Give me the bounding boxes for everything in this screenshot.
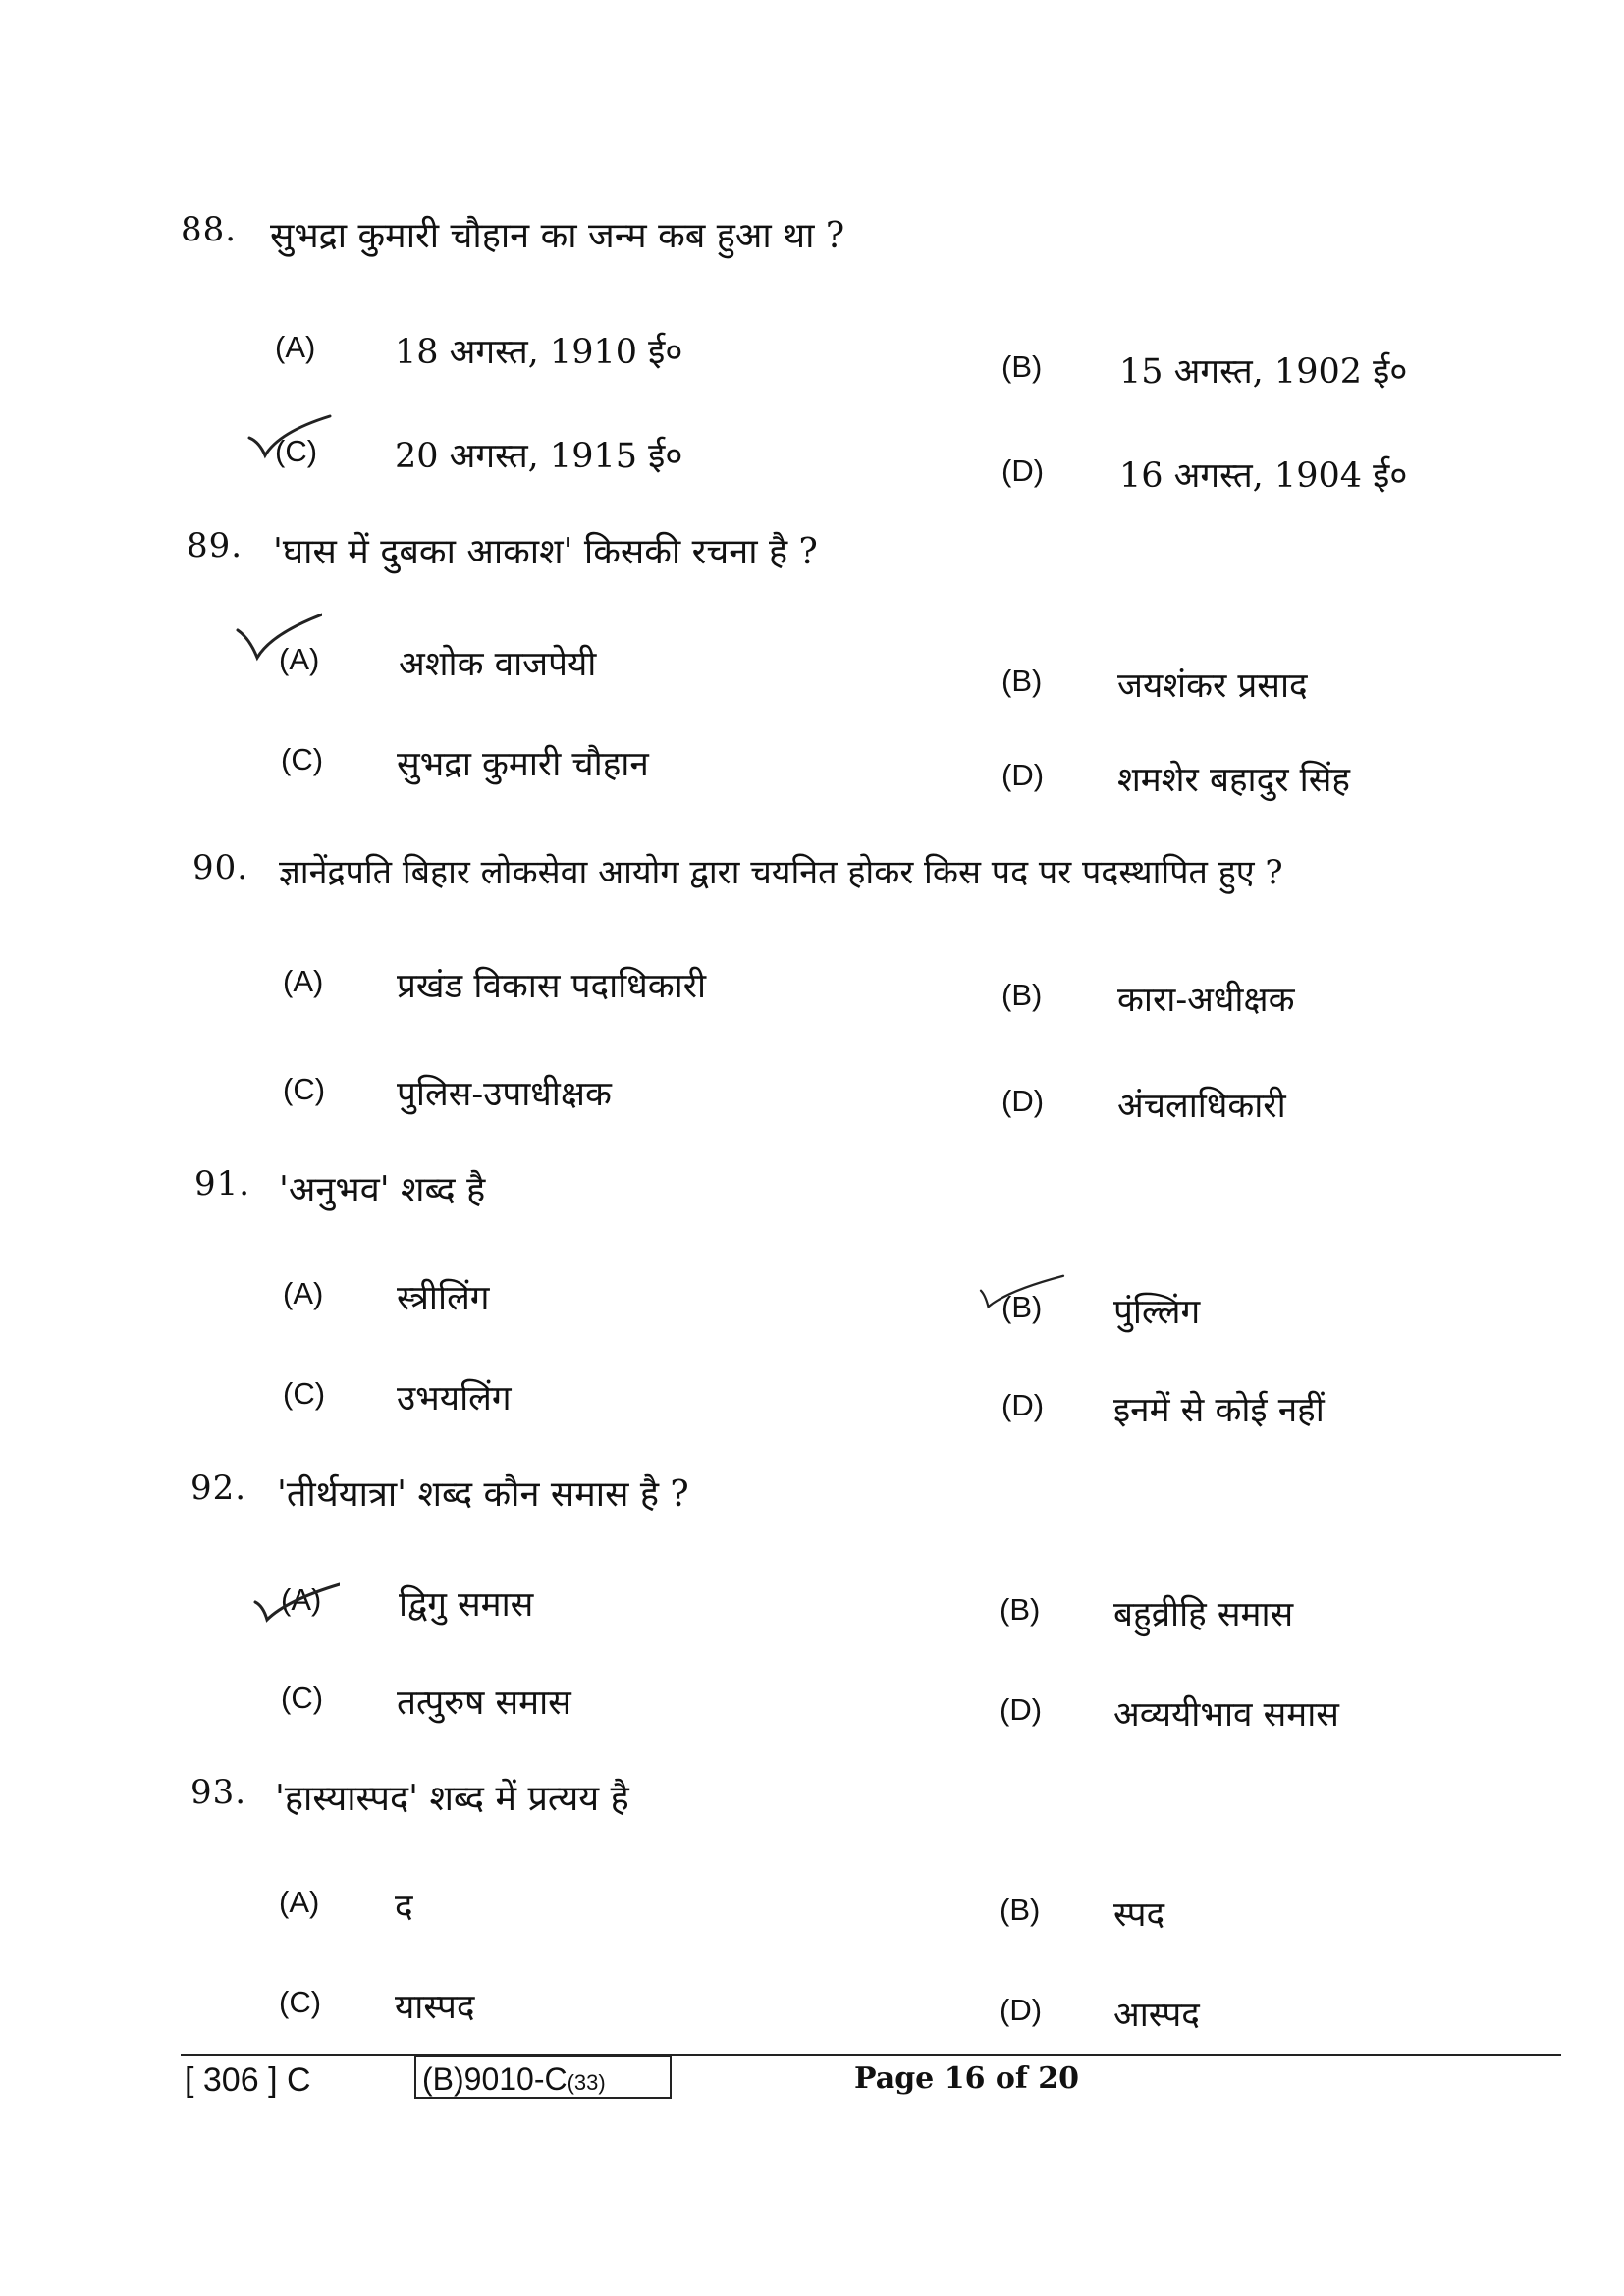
option-letter: (A) [279, 1885, 320, 1919]
option-text: 15 अगस्त, 1902 ई० [1119, 352, 1408, 392]
question-text: 'घास में दुबका आकाश' किसकी रचना है ? [273, 532, 818, 572]
option-text: शमशेर बहादुर सिंह [1117, 761, 1350, 800]
question-text: 'अनुभव' शब्द है [279, 1170, 486, 1210]
option-text: आस्पद [1113, 1996, 1200, 2035]
option-letter: (D) [1001, 1084, 1045, 1118]
option-letter: (A) [279, 642, 320, 676]
question-text: 'तीर्थयात्रा' शब्द कौन समास है ? [277, 1474, 689, 1515]
footer-rule [181, 2054, 1561, 2056]
option-letter: (A) [275, 330, 316, 364]
paper-code-box [414, 2056, 672, 2099]
question-text: 'हास्यास्पद' शब्द में प्रत्यय है [275, 1779, 629, 1819]
option-letter: (D) [1001, 758, 1045, 792]
option-text: यास्पद [395, 1988, 475, 2027]
option-letter: (D) [1001, 1388, 1045, 1422]
option-letter: (A) [283, 1276, 324, 1310]
option-letter: (B) [1000, 1893, 1041, 1927]
option-letter: (C) [283, 1376, 326, 1411]
option-letter: (B) [1001, 1290, 1043, 1324]
option-letter: (C) [283, 1072, 326, 1106]
option-text: जयशंकर प्रसाद [1117, 667, 1308, 706]
question-number: 91. [194, 1164, 251, 1203]
option-letter: (A) [283, 964, 324, 998]
option-text: 20 अगस्त, 1915 ई० [395, 437, 683, 476]
option-text: 18 अगस्त, 1910 ई० [395, 333, 683, 372]
paper-code-sub: (33) [567, 2070, 606, 2095]
option-letter: (C) [275, 434, 318, 468]
question-number: 93. [190, 1773, 247, 1812]
page-number: Page 16 of 20 [854, 2061, 1079, 2096]
option-letter: (D) [1000, 1993, 1043, 2027]
option-letter: (B) [1000, 1592, 1041, 1627]
option-text: तत्पुरुष समास [397, 1683, 571, 1723]
paper-code: (B)9010-C [422, 2061, 568, 2097]
option-letter: (D) [1001, 454, 1045, 488]
option-letter: (C) [281, 742, 324, 776]
option-text: स्पद [1113, 1896, 1165, 1935]
option-letter: (A) [281, 1582, 322, 1617]
option-text: प्रखंड विकास पदाधिकारी [397, 967, 707, 1006]
option-text: अंचलाधिकारी [1117, 1087, 1286, 1126]
option-text: बहुव्रीहि समास [1113, 1595, 1294, 1634]
option-text: कारा-अधीक्षक [1117, 981, 1295, 1020]
option-text: उभयलिंग [397, 1379, 512, 1418]
option-letter: (B) [1001, 349, 1043, 384]
option-text: द्विगु समास [399, 1585, 534, 1625]
option-letter: (C) [281, 1681, 324, 1715]
option-letter: (C) [279, 1985, 322, 2019]
question-number: 92. [190, 1468, 247, 1508]
question-text: सुभद्रा कुमारी चौहान का जन्म कब हुआ था ? [270, 216, 845, 256]
footer-left-code: [ 306 ] C [185, 2061, 311, 2099]
option-text: पुंल्लिंग [1113, 1293, 1201, 1332]
option-letter: (D) [1000, 1692, 1043, 1727]
option-letter: (B) [1001, 978, 1043, 1012]
option-text: 16 अगस्त, 1904 ई० [1119, 456, 1408, 496]
question-number: 88. [181, 210, 238, 249]
option-letter: (B) [1001, 664, 1043, 698]
option-text: स्त्रीलिंग [397, 1279, 490, 1318]
question-number: 90. [192, 848, 249, 887]
option-text: इनमें से कोई नहीं [1113, 1391, 1325, 1430]
option-text: अव्ययीभाव समास [1113, 1695, 1339, 1735]
option-text: सुभद्रा कुमारी चौहान [397, 745, 649, 784]
option-text: अशोक वाजपेयी [399, 645, 597, 684]
option-text: द [395, 1888, 413, 1927]
question-text: ज्ञानेंद्रपति बिहार लोकसेवा आयोग द्वारा चयनित होकर किस पद पर पदस्थापित हुए ? [279, 853, 1283, 892]
question-number: 89. [187, 526, 244, 565]
option-text: पुलिस-उपाधीक्षक [397, 1075, 612, 1114]
